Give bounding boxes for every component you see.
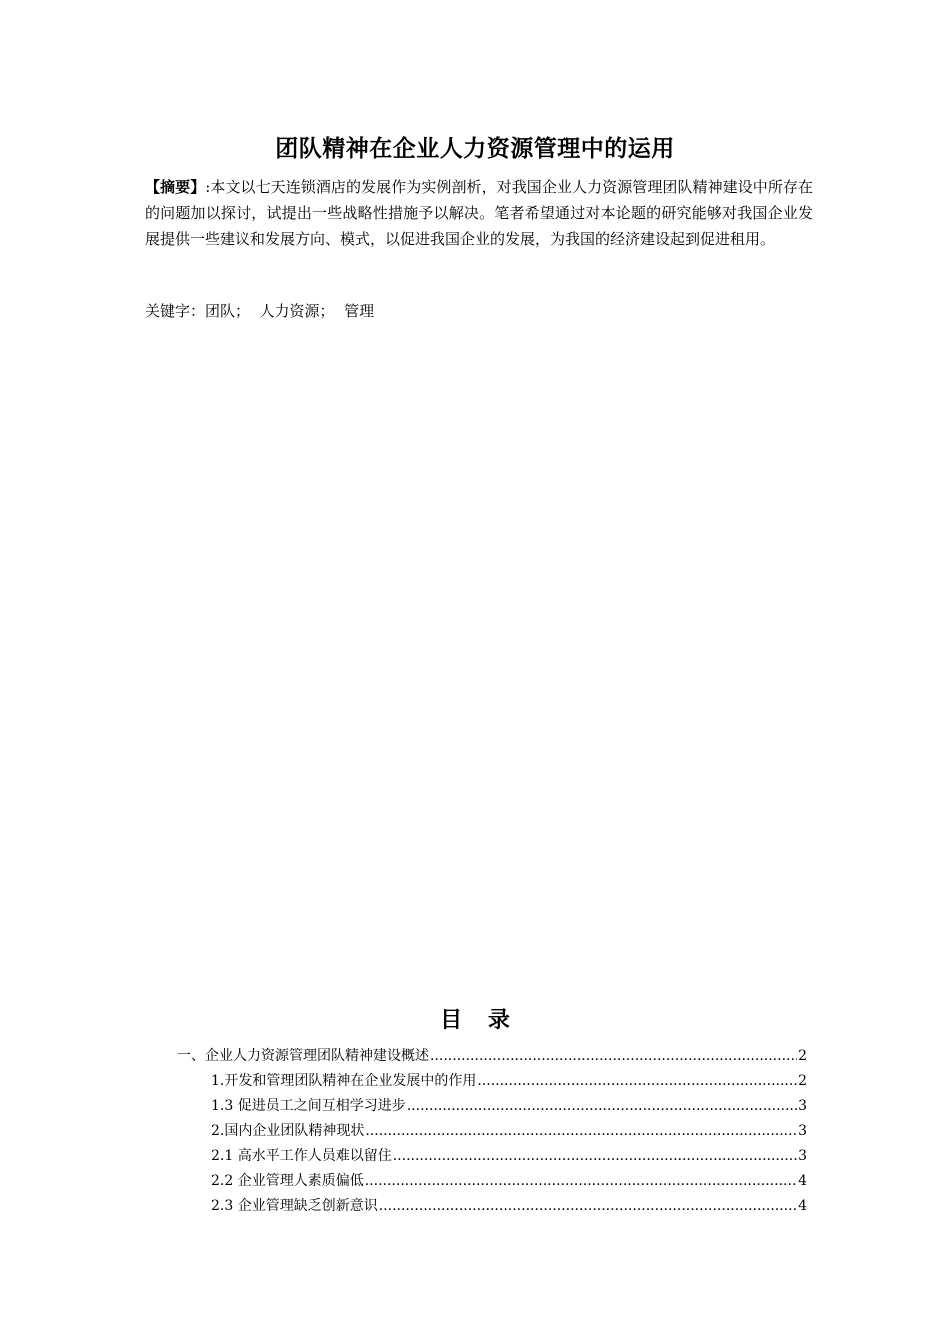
toc-entry-text: 1.开发和管理团队精神在企业发展中的作用 <box>211 1073 477 1089</box>
toc-entry-text: 2.1 高水平工作人员难以留住 <box>211 1148 392 1164</box>
toc-entry[interactable] <box>211 1121 807 1141</box>
toc-entry-text: 一、企业人力资源管理团队精神建设概述 <box>177 1048 429 1064</box>
toc-entry-page: 2 <box>798 1048 807 1064</box>
toc-leader-dots <box>365 1171 797 1191</box>
toc-entry[interactable] <box>211 1196 807 1216</box>
keywords-line: 关键字：团队； 人力资源； 管理 <box>145 302 375 320</box>
toc-entry[interactable] <box>211 1071 807 1091</box>
toc-entry-page: 2 <box>798 1073 807 1089</box>
toc-leader-dots <box>407 1096 797 1116</box>
toc-entry-page: 3 <box>798 1148 807 1164</box>
toc-title: 目 录 <box>440 1008 510 1033</box>
toc-entry-page: 3 <box>798 1123 807 1139</box>
toc-entry[interactable] <box>177 1046 807 1066</box>
toc-leader-dots <box>430 1046 797 1066</box>
toc-leader-dots <box>477 1071 797 1091</box>
abstract-label: 【摘要】 <box>145 178 206 196</box>
toc-leader-dots <box>379 1196 797 1216</box>
document-title: 团队精神在企业人力资源管理中的运用 <box>275 136 675 162</box>
toc-entry-page: 3 <box>798 1098 807 1114</box>
toc-entry-text: 2.2 企业管理人素质偏低 <box>211 1173 364 1189</box>
toc-entry-page: 4 <box>798 1173 807 1189</box>
toc-entry[interactable] <box>211 1146 807 1166</box>
toc-entry-page: 4 <box>798 1198 807 1214</box>
toc-leader-dots <box>393 1146 797 1166</box>
toc-entry[interactable] <box>211 1096 807 1116</box>
toc-leader-dots <box>365 1121 797 1141</box>
abstract-text: :本文以七天连锁酒店的发展作为实例剖析，对我国企业人力资源管理团队精神建设中所存在的问题加以探讨，试提出一些战略性措施予以解决。笔者希望通过对本论题的研究能够对我国企业发展提供一些建议和发展方向、模式，以促进我国企业的发展，为我国的经济建设起到促进租用。 <box>145 178 813 248</box>
toc-entry-text: 2.3 企业管理缺乏创新意识 <box>211 1198 378 1214</box>
toc-entry-text: 1.3 促进员工之间互相学习进步 <box>211 1098 406 1114</box>
abstract-paragraph <box>145 174 813 252</box>
toc-entry[interactable] <box>211 1171 807 1191</box>
toc-entry-text: 2.国内企业团队精神现状 <box>211 1123 365 1139</box>
